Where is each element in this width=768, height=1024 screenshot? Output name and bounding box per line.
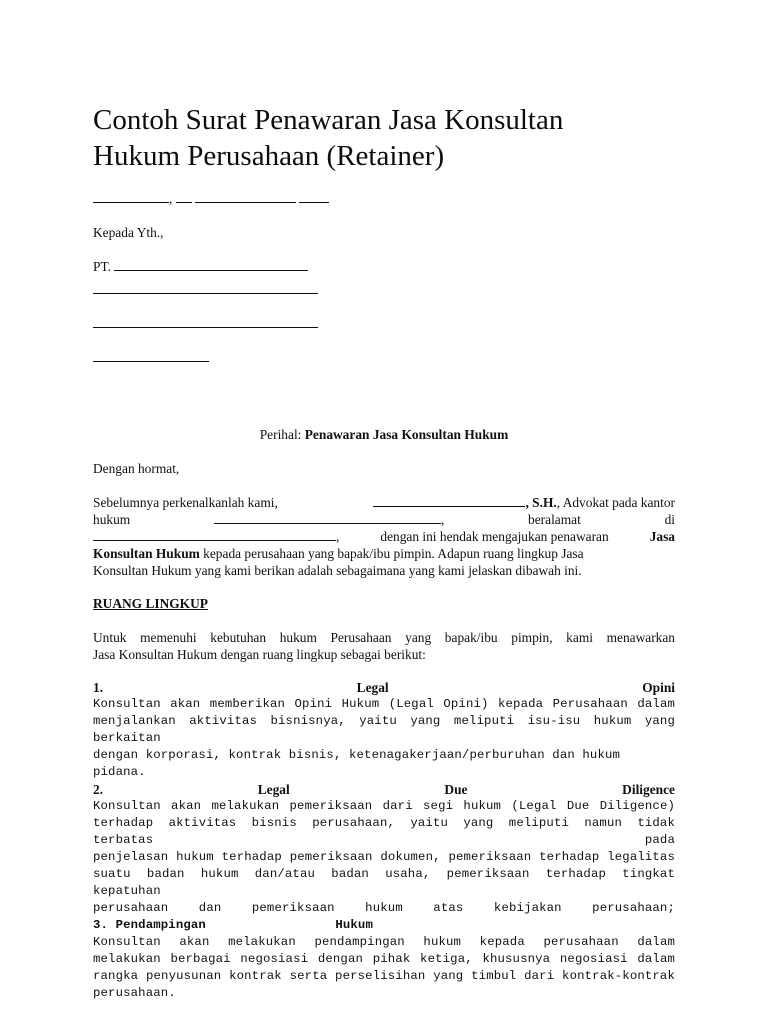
intro-line-1: Sebelumnya perkenalkanlah kami, , S.H., Advokat pada kantor xyxy=(93,495,675,510)
scope-list xyxy=(93,679,675,1002)
lawyer-name-blank xyxy=(373,494,525,507)
pt-label: PT. xyxy=(93,259,111,274)
address-blank-2 xyxy=(93,327,318,328)
salutation: Dengan hormat, xyxy=(93,461,180,476)
office-name-blank xyxy=(214,511,441,524)
subject-value: Penawaran Jasa Konsultan Hukum xyxy=(304,427,509,442)
date-comma: , xyxy=(169,191,173,206)
subject-line xyxy=(0,426,768,443)
item-2-body: Konsultan akan melakukan pemeriksaan dari segi hukum (Legal Due Diligence) terhadap aktivitas bisnis perusahaan, yaitu yang meliputi namun tidak terbatas pada penjelasan hukum terhadap pemeriksaan dokumen, pemeriksaan terhadap legalitas suatu badan hukum dan/atau badan usaha, pemeriksaan terhadap tingkat kepatuhan perusahaan dan pemeriksaan hukum atas kebijakan perusahaan; xyxy=(93,799,675,915)
scope-intro-line-1: Untuk memenuhi kebutuhan hukum Perusahaan yang bapak/ibu pimpin, kami menawarkan xyxy=(93,630,675,645)
recipient-company xyxy=(93,258,308,275)
item-3-heading: 3. Pendampingan Hukum xyxy=(93,918,373,932)
date-blank-year xyxy=(299,190,329,203)
recipient-greeting: Kepada Yth., xyxy=(93,225,164,240)
scope-intro-line-2: Jasa Konsultan Hukum dengan ruang lingkup sebagai berikut: xyxy=(93,647,426,662)
title-line-1: Contoh Surat Penawaran Jasa Konsultan xyxy=(93,104,564,136)
document-title xyxy=(93,102,693,174)
office-address-blank xyxy=(93,528,336,541)
item-1-heading: 1. Legal Opini xyxy=(93,680,675,695)
intro-line-2: hukum , beralamat di xyxy=(93,512,675,527)
date-blank-day xyxy=(176,190,192,203)
item-2-heading: 2. Legal Due Diligence xyxy=(93,782,675,797)
intro-line-5: Konsultan Hukum yang kami berikan adalah sebagaimana yang kami jelaskan dibawah ini. xyxy=(93,563,582,578)
title-line-2: Hukum Perusahaan (Retainer) xyxy=(93,140,445,172)
intro-line-3: , dengan ini hendak mengajukan penawaran Jasa xyxy=(93,528,675,545)
intro-line-4: Konsultan Hukum kepada perusahaan yang bapak/ibu pimpin. Adapun ruang lingkup Jasa xyxy=(93,546,584,561)
company-name-blank xyxy=(114,258,308,271)
item-1-body: Konsultan akan memberikan Opini Hukum (Legal Opini) kepada Perusahaan dalam menjalankan aktivitas bisnisnya, yaitu yang meliputi isu-isu hukum yang berkaitan dengan korporasi, kontrak bisnis, ketenagakerjaan/perburuhan dan hukum pidana. xyxy=(93,697,675,779)
scope-heading: RUANG LINGKUP xyxy=(93,596,208,611)
item-3-body: Konsultan akan melakukan pendampingan hukum kepada perusahaan dalam melakukan berbagai negosiasi dengan pihak ketiga, khususnya negosiasi dalam rangka penyusunan kontrak serta perselisihan yang timbul dari kontrak-kontrak perusahaan. xyxy=(93,935,675,1000)
address-blank-1 xyxy=(93,293,318,294)
date-blank-place xyxy=(93,190,169,203)
subject-label: Perihal: xyxy=(259,427,302,442)
date-line xyxy=(93,190,329,207)
address-blank-3 xyxy=(93,361,209,362)
date-blank-month xyxy=(195,190,296,203)
intro-paragraph xyxy=(93,494,675,579)
scope-intro xyxy=(93,629,675,663)
